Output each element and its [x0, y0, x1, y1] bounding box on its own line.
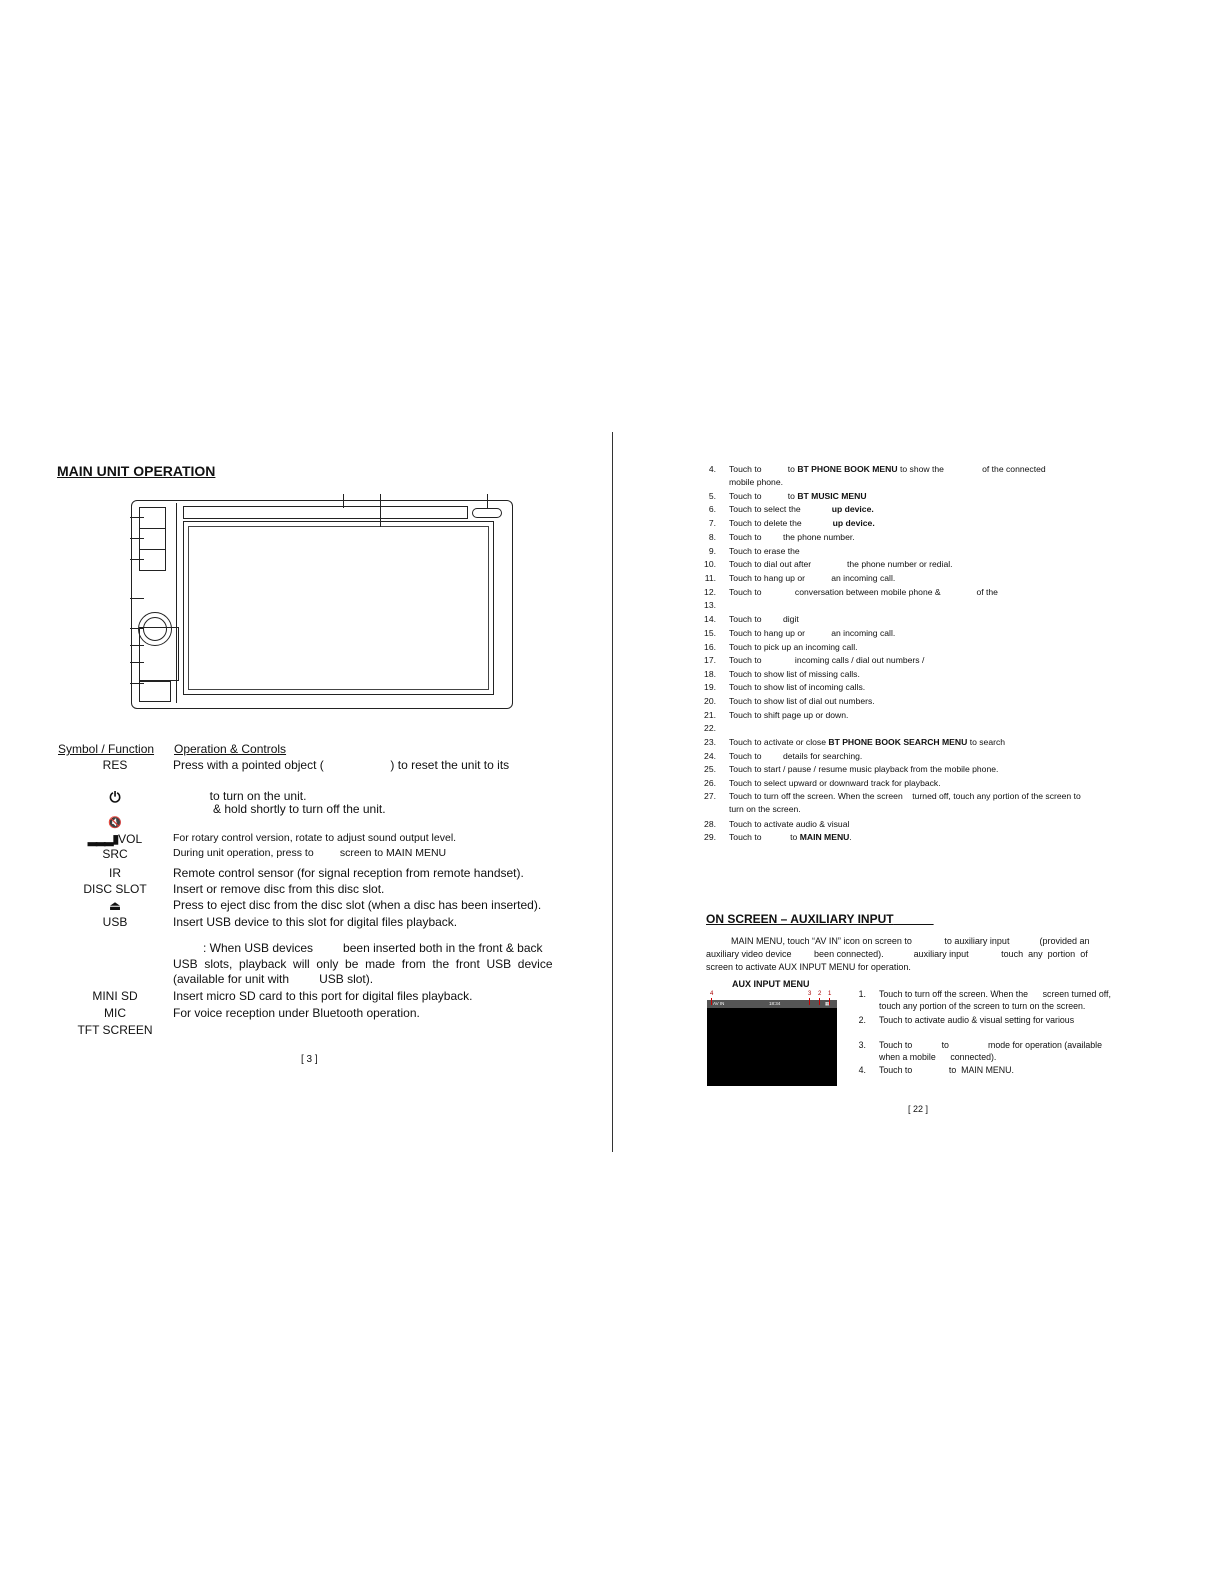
callout-line — [809, 998, 810, 1005]
callout-line — [829, 998, 830, 1005]
list-item-number: 22. — [704, 723, 716, 733]
aux-screen-preview — [707, 1000, 837, 1086]
list-item-text: Touch to activate or close BT PHONE BOOK SEARCH MENU to search — [729, 737, 1006, 747]
list-item-number: 15. — [704, 628, 716, 638]
aux-instructions — [850, 0, 1150, 1100]
list-item-text: Touch to to MAIN MENU. — [729, 832, 852, 842]
list-item-number: 29. — [704, 832, 716, 842]
list-item-text: Touch to show list of dial out numbers. — [729, 696, 875, 706]
list-item-text: when a mobile connected). — [879, 1052, 997, 1062]
list-item-text: Touch to digit — [729, 614, 799, 624]
list-item-text: touch any portion of the screen to turn on the screen. — [879, 1001, 1086, 1011]
aux-para-line: auxiliary video device been connected). auxiliary input touch any portion of — [706, 949, 1088, 959]
list-item-text: Touch to hang up or an incoming call. — [729, 628, 896, 638]
list-item-number: 14. — [704, 614, 716, 624]
list-item-number: 16. — [704, 642, 716, 652]
list-item-number: 3. — [858, 1040, 866, 1050]
aux-source-label: AV IN — [713, 1001, 725, 1006]
aux-section-heading: ON SCREEN – AUXILIARY INPUT — [706, 912, 894, 926]
list-item-text: Touch to activate audio & visual setting for various — [879, 1015, 1075, 1025]
list-item-text: Touch to to mode for operation (available — [879, 1040, 1102, 1050]
list-item-text: Touch to incoming calls / dial out numbers / — [729, 655, 925, 665]
list-item-number: 23. — [704, 737, 716, 747]
list-item-text: turn on the screen. — [729, 804, 801, 814]
list-item-text: Touch to show list of incoming calls. — [729, 682, 866, 692]
list-item-text: Touch to select upward or downward track for playback. — [729, 778, 941, 788]
list-item-number: 12. — [704, 587, 716, 597]
list-item-number: 10. — [704, 559, 716, 569]
aux-para-line: MAIN MENU, touch “AV IN” icon on screen to to auxiliary input (provided an — [706, 936, 1090, 946]
list-item-number: 13. — [704, 600, 716, 610]
operation-column-header: Operation & Controls — [174, 742, 287, 756]
callout-1: 1 — [828, 991, 832, 997]
list-item-number: 28. — [704, 819, 716, 829]
list-item-text: Touch to details for searching. — [729, 751, 863, 761]
list-item-number: 7. — [708, 518, 716, 528]
page-divider — [612, 432, 613, 1152]
list-item-number: 26. — [704, 778, 716, 788]
spec-table: RES Press with a pointed object ( ) to reset the unit to its ⏻ to turn on the unit. & hold shortly to turn off the unit. 🔇 ▂▂▂▮VOL For rotary control version, rotate to adjust sound output level. SRC During unit operation, press to screen to MAIN MENU IR Remote control sensor (for signal reception from remote handset). DISC SLOT Insert or remove disc from this disc slot. ⏏ Press to eject disc from the disc slot (when a disc has been inserted). USB Insert USB device to this slot for digital files playback. : When USB devices been inserted both in the front & back USB slots, playback will only be made from the front USB device (available for unit with USB slot). MINI SD Insert micro SD card to this port for digital files playback. MIC For voice reception under Bluetooth operation. TFT SCREEN — [57, 0, 577, 1100]
list-item-number: 4. — [858, 1065, 866, 1075]
page-number-left: [ 3 ] — [301, 1054, 318, 1065]
volume-icon: ▂▂▂▮ — [87, 832, 119, 846]
list-item-number: 24. — [704, 751, 716, 761]
list-item-number: 9. — [708, 546, 716, 556]
list-item-number: 17. — [704, 655, 716, 665]
callout-line — [819, 998, 820, 1005]
eject-icon: ⏏ — [108, 898, 122, 913]
list-item-text: Touch to delete the up device. — [729, 518, 875, 528]
list-item-text: Touch to erase the — [729, 546, 800, 556]
list-item-number: 11. — [704, 573, 716, 583]
aux-menu-label: AUX INPUT MENU — [732, 979, 810, 989]
list-item-text: mobile phone. — [729, 477, 783, 487]
list-item-number: 25. — [704, 764, 716, 774]
list-item-number: 6. — [708, 504, 716, 514]
list-item-text: Touch to pick up an incoming call. — [729, 642, 858, 652]
list-item-number: 5. — [708, 491, 716, 501]
aux-status-bar — [707, 1000, 837, 1008]
list-item-text: Touch to activate audio & visual — [729, 819, 850, 829]
page-number-right: [ 22 ] — [908, 1104, 929, 1114]
list-item-number: 4. — [708, 464, 716, 474]
callout-2: 2 — [818, 991, 822, 997]
list-item-text: Touch to shift page up or down. — [729, 710, 849, 720]
list-item-text: Touch to conversation between mobile phone & of the — [729, 587, 998, 597]
callout-3: 3 — [808, 991, 812, 997]
list-item-text: Touch to select the up device. — [729, 504, 874, 514]
list-item-text: Touch to the phone number. — [729, 532, 855, 542]
list-item-number: 21. — [704, 710, 716, 720]
list-item-text: Touch to to MAIN MENU. — [879, 1065, 1014, 1075]
list-item-number: 19. — [704, 682, 716, 692]
callout-line — [711, 998, 712, 1005]
list-item-text: Touch to turn off the screen. When the screen turned off, — [879, 989, 1111, 999]
aux-menu-icon: ▦ — [825, 1001, 830, 1006]
page-heading: MAIN UNIT OPERATION — [57, 463, 216, 479]
list-item-number: 1. — [858, 989, 866, 999]
list-item-number: 8. — [708, 532, 716, 542]
aux-clock: 18:34 — [769, 1001, 781, 1006]
aux-para-line: screen to activate AUX INPUT MENU for operation. — [706, 962, 911, 972]
list-item-text: Touch to start / pause / resume music playback from the mobile phone. — [729, 764, 999, 774]
list-item-number: 2. — [858, 1015, 866, 1025]
list-item-text: Touch to dial out after the phone number or redial. — [729, 559, 953, 569]
list-item-text: Touch to hang up or an incoming call. — [729, 573, 896, 583]
list-item-text: Touch to to BT MUSIC MENU — [729, 491, 867, 501]
power-icon: ⏻ — [109, 789, 121, 805]
mute-icon: 🔇 — [108, 817, 122, 829]
callout-4: 4 — [710, 991, 714, 997]
symbol-column-header: Symbol / Function — [58, 742, 155, 756]
list-item-number: 18. — [704, 669, 716, 679]
list-item-number: 20. — [704, 696, 716, 706]
list-item-text: Touch to turn off the screen. When the screen turned off, touch any portion of the screen to — [729, 791, 1081, 801]
list-item-text: Touch to to BT PHONE BOOK MENU to show the of the connected — [729, 464, 1046, 474]
list-item-number: 27. — [704, 791, 716, 801]
list-item-text: Touch to show list of missing calls. — [729, 669, 860, 679]
